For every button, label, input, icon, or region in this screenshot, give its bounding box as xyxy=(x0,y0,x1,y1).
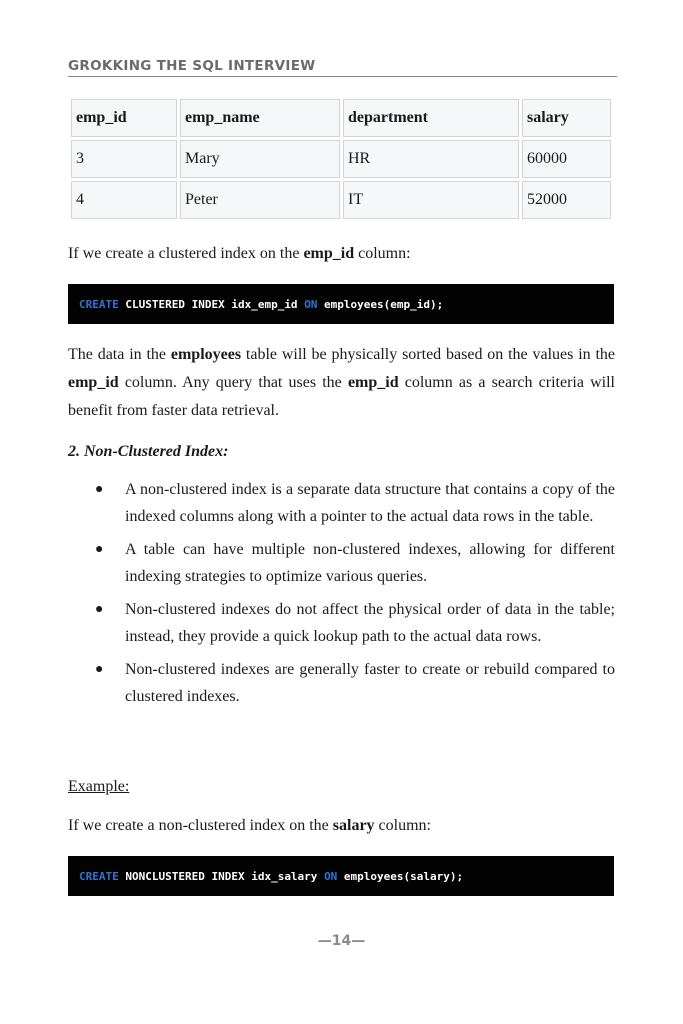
code-block-nonclustered: CREATE NONCLUSTERED INDEX idx_salary ON employees(salary); xyxy=(68,856,614,896)
table-cell: 52000 xyxy=(522,181,611,219)
bullet-icon: ● xyxy=(95,482,104,497)
code-keyword: CREATE xyxy=(79,297,119,311)
table-header-row xyxy=(71,99,611,137)
employees-table xyxy=(68,96,614,222)
bullet-icon: ● xyxy=(95,662,104,677)
table-cell: HR xyxy=(343,140,519,178)
list-item: ● Non-clustered indexes are generally faster to create or rebuild compared to clustered indexes. xyxy=(68,656,615,710)
bullet-icon: ● xyxy=(95,602,104,617)
code-keyword: ON xyxy=(304,297,318,311)
table-cell: Mary xyxy=(180,140,340,178)
bullet-list xyxy=(68,476,615,716)
paragraph-clustered-intro: If we create a clustered index on the emp_id column: xyxy=(68,245,411,262)
table-cell: 60000 xyxy=(522,140,611,178)
column-header: emp_id xyxy=(71,99,177,137)
column-header: department xyxy=(343,99,519,137)
paragraph-clustered-explanation: The data in the employees table will be physically sorted based on the values in the emp_id column. Any query that uses the emp_id column as a search criteria will benefit from faster data retrieval. xyxy=(68,346,616,419)
table-cell: 4 xyxy=(71,181,177,219)
bullet-icon: ● xyxy=(95,542,104,557)
list-item: ● A table can have multiple non-clustered indexes, allowing for different indexing strategies to optimize various queries. xyxy=(68,536,615,590)
column-header: salary xyxy=(522,99,611,137)
table-cell: Peter xyxy=(180,181,340,219)
list-item: ● A non-clustered index is a separate data structure that contains a copy of the indexed columns along with a pointer to the actual data rows in the table. xyxy=(68,476,615,530)
page-number: —14— xyxy=(317,933,366,949)
page-header-title: GROKKING THE SQL INTERVIEW xyxy=(68,58,617,77)
table-cell: 3 xyxy=(71,140,177,178)
code-keyword: CREATE xyxy=(79,869,119,883)
paragraph-nonclustered-intro: If we create a non-clustered index on the salary column: xyxy=(68,817,431,834)
table-cell: IT xyxy=(343,181,519,219)
example-label: Example: xyxy=(68,778,130,795)
table-row xyxy=(71,140,611,178)
code-block-clustered: CREATE CLUSTERED INDEX idx_emp_id ON employees(emp_id); xyxy=(68,284,614,324)
table-row xyxy=(71,181,611,219)
list-item: ● Non-clustered indexes do not affect the physical order of data in the table; instead, they provide a quick lookup path to the actual data rows. xyxy=(68,596,615,650)
section-subheading: 2. Non-Clustered Index: xyxy=(68,443,229,460)
column-header: emp_name xyxy=(180,99,340,137)
code-keyword: ON xyxy=(324,869,338,883)
